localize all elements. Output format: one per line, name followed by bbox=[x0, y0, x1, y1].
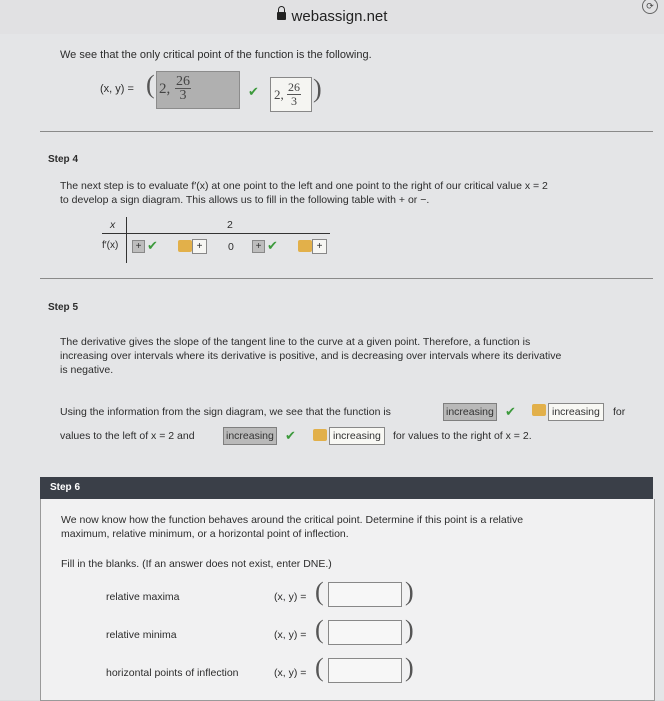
close-paren: ) bbox=[405, 653, 414, 682]
open-paren: ( bbox=[315, 653, 324, 682]
correct-y-denominator: 3 bbox=[291, 94, 297, 108]
table-fprime-label: f′(x) bbox=[102, 240, 119, 251]
step6-text-line2: maximum, relative minimum, or a horizontal point of inflection. bbox=[61, 528, 349, 540]
step6-title: Step 6 bbox=[50, 482, 81, 493]
browser-extension-icon[interactable]: ⟳ bbox=[642, 0, 658, 14]
left-behavior-input[interactable]: increasing bbox=[443, 403, 497, 421]
step6-instructions: Fill in the blanks. (If an answer does not exist, enter DNE.) bbox=[61, 558, 332, 570]
open-paren: ( bbox=[315, 615, 324, 644]
step4-text-line2: to develop a sign diagram. This allows us to fill in the following table with + or −. bbox=[60, 194, 430, 206]
step6-panel bbox=[40, 499, 655, 701]
step5-sentence-part4: for values to the right of x = 2. bbox=[393, 430, 532, 442]
inflection-input[interactable] bbox=[328, 658, 402, 683]
right-behavior-answer: increasing bbox=[329, 427, 385, 445]
relative-maxima-input[interactable] bbox=[328, 582, 402, 607]
content-panel bbox=[0, 34, 664, 700]
table-x-label: x bbox=[110, 219, 116, 231]
inflection-label: horizontal points of inflection bbox=[106, 667, 239, 679]
left-sign-answer: + bbox=[192, 239, 207, 254]
correct-y-fraction bbox=[287, 81, 301, 108]
step5-sentence-part2: for bbox=[613, 406, 626, 418]
left-sign-input[interactable]: + bbox=[132, 240, 145, 253]
correct-x-value: 2, bbox=[274, 87, 284, 102]
lock-icon bbox=[277, 12, 286, 20]
entered-point-box[interactable] bbox=[156, 71, 240, 109]
correct-y-numerator: 26 bbox=[288, 80, 300, 94]
entered-y-denominator: 3 bbox=[179, 88, 187, 103]
entered-x-value: 2, bbox=[159, 81, 171, 97]
table-horizontal-line bbox=[102, 233, 330, 234]
relative-maxima-point-label: (x, y) = bbox=[274, 591, 307, 603]
sign-diagram-table bbox=[102, 217, 330, 263]
step4-title: Step 4 bbox=[48, 154, 79, 165]
step4-text-line1: The next step is to evaluate f′(x) at one point to the left and one point to the right of our critical value x = 2 bbox=[60, 180, 548, 192]
close-paren: ) bbox=[405, 577, 414, 606]
step5-title: Step 5 bbox=[48, 302, 79, 313]
table-critical-value: 2 bbox=[227, 219, 233, 231]
key-icon bbox=[532, 404, 546, 416]
divider bbox=[40, 278, 653, 279]
key-icon bbox=[178, 240, 192, 252]
close-paren: ) bbox=[405, 615, 414, 644]
entered-y-fraction bbox=[175, 75, 191, 102]
table-vertical-line bbox=[126, 217, 127, 263]
check-icon: ✔ bbox=[248, 84, 259, 99]
step6-text-line1: We now know how the function behaves around the critical point. Determine if this point is a relative bbox=[61, 514, 524, 526]
key-icon bbox=[313, 429, 327, 441]
step5-text-line3: is negative. bbox=[60, 364, 114, 376]
relative-maxima-label: relative maxima bbox=[106, 591, 180, 603]
close-paren: ) bbox=[313, 74, 322, 103]
address-bar-domain[interactable] bbox=[0, 8, 664, 25]
table-zero-value: 0 bbox=[228, 241, 234, 253]
key-icon bbox=[298, 240, 312, 252]
browser-address-bar[interactable] bbox=[0, 0, 664, 34]
entered-y-numerator: 26 bbox=[176, 74, 190, 89]
step5-text-line1: The derivative gives the slope of the tangent line to the curve at a given point. Therefore, a function is bbox=[60, 336, 531, 348]
open-paren: ( bbox=[315, 577, 324, 606]
relative-minima-input[interactable] bbox=[328, 620, 402, 645]
left-behavior-answer: increasing bbox=[548, 403, 604, 421]
check-icon: ✔ bbox=[505, 404, 516, 419]
right-sign-answer: + bbox=[312, 239, 327, 254]
divider bbox=[40, 131, 653, 132]
step5-text-line2: increasing over intervals where its derivative is positive, and is decreasing over intervals where its derivative bbox=[60, 350, 562, 362]
inflection-point-label: (x, y) = bbox=[274, 667, 307, 679]
correct-point-box bbox=[270, 77, 312, 112]
point-label: (x, y) = bbox=[100, 83, 134, 95]
step5-sentence-part1: Using the information from the sign diagram, we see that the function is bbox=[60, 406, 391, 418]
relative-minima-label: relative minima bbox=[106, 629, 177, 641]
check-icon: ✔ bbox=[267, 238, 278, 253]
critical-point-intro: We see that the only critical point of the function is the following. bbox=[60, 49, 372, 61]
right-behavior-input[interactable]: increasing bbox=[223, 427, 277, 445]
check-icon: ✔ bbox=[285, 428, 296, 443]
step6-header bbox=[40, 477, 653, 499]
right-sign-input[interactable]: + bbox=[252, 240, 265, 253]
open-paren: ( bbox=[146, 70, 155, 99]
relative-minima-point-label: (x, y) = bbox=[274, 629, 307, 641]
check-icon: ✔ bbox=[147, 238, 158, 253]
step5-sentence-part3: values to the left of x = 2 and bbox=[60, 430, 195, 442]
domain-text: webassign.net bbox=[291, 8, 388, 25]
